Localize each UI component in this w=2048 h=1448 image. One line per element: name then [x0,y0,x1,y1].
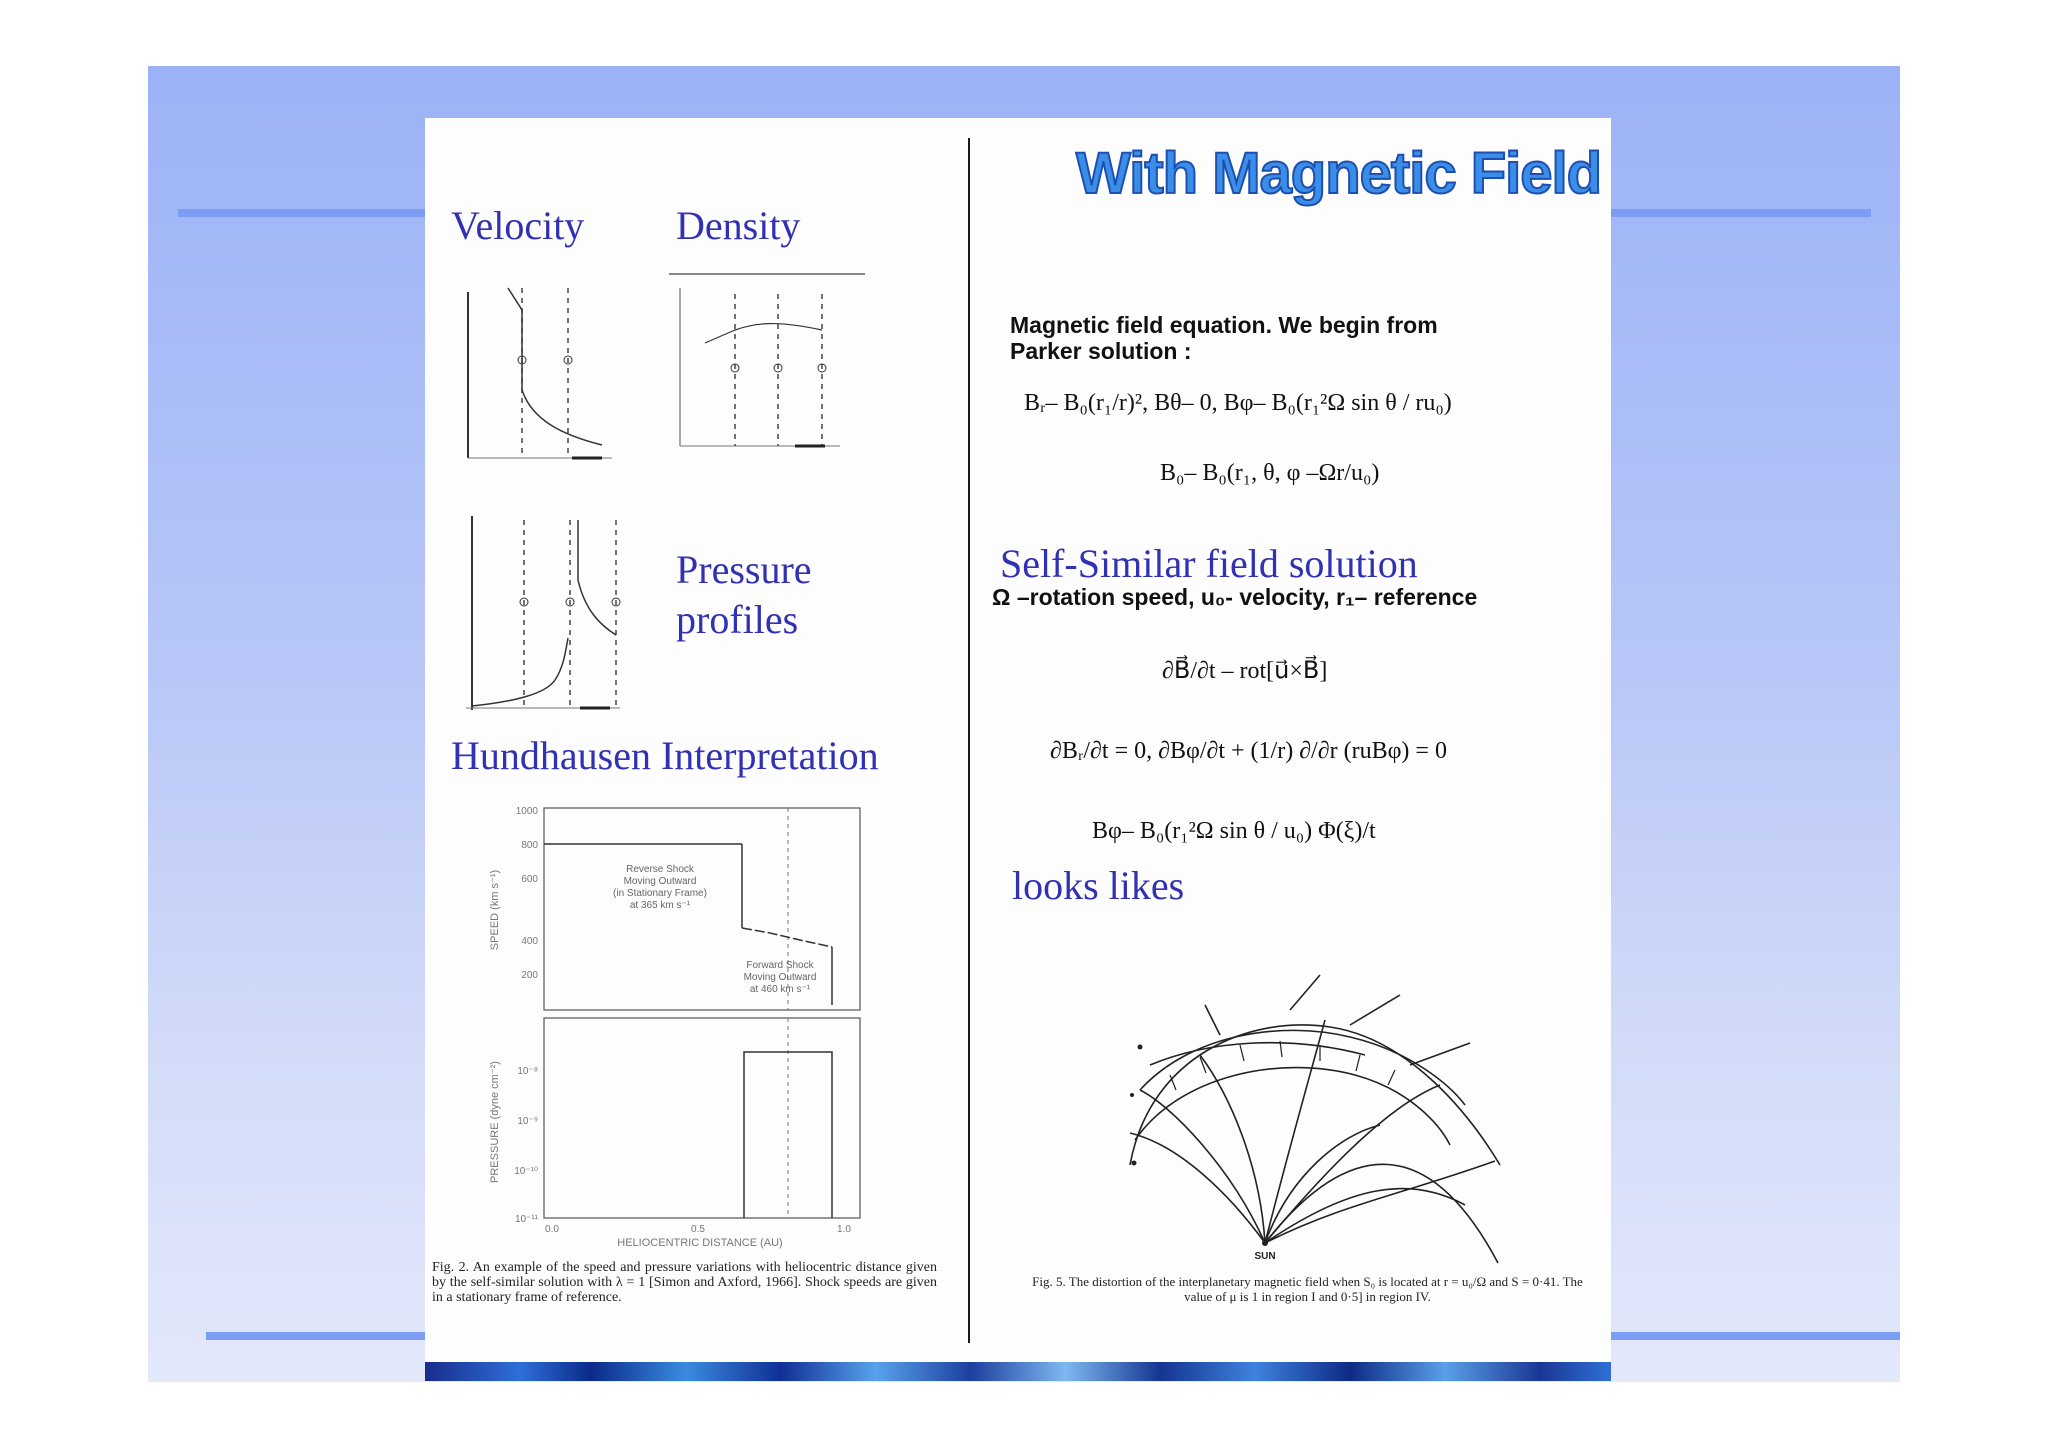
bphi-solution-equation: Bφ– B₀(r₁²Ω sin θ / u₀) Φ(ξ)/t [1092,818,1376,844]
looks-likes-label: looks likes [1012,863,1185,908]
fig2-caption: Fig. 2. An example of the speed and pressure variations with heliocentric distance given by the self-similar solution with λ = 1 [Simon and Axford, 1966]. Shock speeds are given in a stationary frame of reference. [432,1260,937,1305]
hundhausen-figure [470,800,880,1250]
density-label: Density [676,203,801,248]
parameters-text: Ω –rotation speed, u₀- velocity, r₁– reference [992,584,1478,610]
velocity-label: Velocity [451,203,585,248]
intro-text-line1: Magnetic field equation. We begin from [1010,312,1438,338]
field-derivative-equation: ∂Bᵣ/∂t = 0, ∂Bφ/∂t + (1/r) ∂/∂r (ruBφ) = 0 [1050,738,1447,764]
b0-equation: B₀– B₀(r₁, θ, φ –Ωr/u₀) [1160,460,1380,486]
divider-line-bottom-right [1611,1332,1900,1340]
divider-line-top-right [1611,209,1871,217]
velocity-plot [452,280,622,470]
pressure-tick: 10⁻⁹ [517,1116,538,1127]
hundhausen-heading: Hundhausen Interpretation [451,733,879,778]
speed-axis-label: SPEED (km s⁻¹) [489,869,501,951]
column-divider [968,138,970,1343]
speed-tick: 600 [521,874,538,885]
distance-tick: 0.0 [545,1224,559,1235]
slide-title: With Magnetic Field [1076,141,1602,206]
induction-equation: ∂B⃗/∂t – rot[u⃗×B⃗] [1162,658,1328,684]
pressure-tick: 10⁻¹¹ [514,1214,538,1225]
forward-shock-line: Moving Outward [743,972,817,983]
speed-tick: 200 [521,970,538,981]
reverse-shock-line: at 365 km s⁻¹ [629,900,691,911]
distance-tick: 0.5 [691,1224,705,1235]
divider-line-top-left [178,209,428,217]
fig5-caption: Fig. 5. The distortion of the interplanetary magnetic field when S₀ is located at r = u₀/Ω and S = 0·41. The value of μ is 1 in region I and 0·5] in region IV. [1032,1274,1583,1304]
pressure-tick: 10⁻¹⁰ [514,1166,538,1177]
speed-tick: 1000 [515,806,538,817]
distance-axis-label: HELIOCENTRIC DISTANCE (AU) [617,1237,783,1249]
magnetic-field-diagram [1110,965,1510,1265]
reverse-shock-line: Moving Outward [623,876,697,887]
pressure-axis-label: PRESSURE (dyne cm⁻²) [489,1061,501,1183]
speed-tick: 800 [521,840,538,851]
forward-shock-line: Forward Shock [746,960,814,971]
density-plot [665,268,905,478]
forward-shock-line: at 460 km s⁻¹ [749,984,811,995]
sun-label: SUN [1254,1251,1276,1262]
intro-text-line2: Parker solution : [1010,338,1192,364]
distance-tick: 1.0 [837,1224,851,1235]
speed-tick: 400 [521,936,538,947]
reverse-shock-line: Reverse Shock [626,864,694,875]
parker-equation: Bᵣ– B₀(r₁/r)², Bθ– 0, Bφ– B₀(r₁²Ω sin θ / ru₀) [1024,390,1452,416]
pressure-tick: 10⁻⁸ [517,1066,538,1077]
footer-stripe [425,1362,1611,1381]
pressure-label: Pressure [676,547,812,592]
profiles-label: profiles [676,597,799,642]
reverse-shock-line: (in Stationary Frame) [613,888,707,899]
self-similar-heading: Self-Similar field solution [1000,541,1418,586]
pressure-plot [440,510,630,732]
divider-line-bottom-left [206,1332,428,1340]
